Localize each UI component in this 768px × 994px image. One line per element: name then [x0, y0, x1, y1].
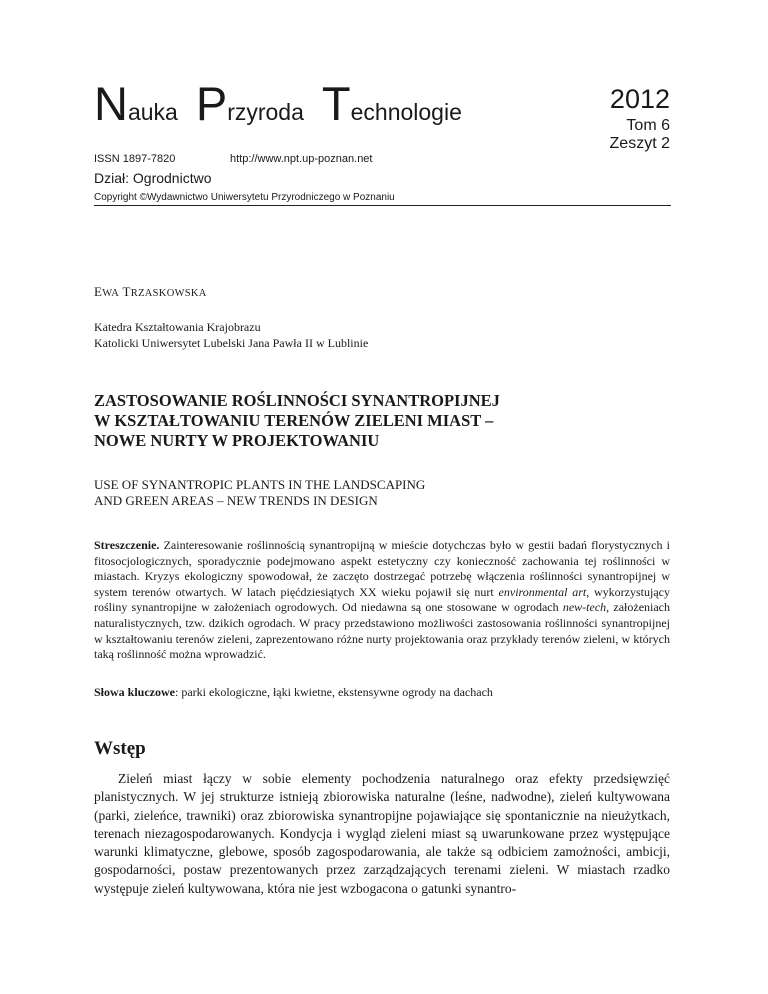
journal-year: 2012: [609, 84, 670, 114]
journal-title-word: Technologie: [321, 77, 462, 130]
journal-issue: Zeszyt 2: [609, 135, 670, 152]
title-en-line: USE OF SYNANTROPIC PLANTS IN THE LANDSCAPING: [94, 477, 426, 492]
journal-volume-issue: [610, 117, 670, 153]
affiliation-line: Katolicki Uniwersytet Lubelski Jana Pawła II w Lublinie: [94, 336, 369, 350]
journal-issn: ISSN 1897-7820: [94, 153, 176, 165]
journal-department: Dział: Ogrodnictwo: [94, 170, 212, 186]
title-pl-line: ZASTOSOWANIE ROŚLINNOŚCI SYNANTROPIJNEJ: [94, 391, 500, 410]
journal-copyright: Copyright ©Wydawnictwo Uniwersytetu Przyrodniczego w Poznaniu: [94, 192, 395, 203]
affiliation-line: Katedra Kształtowania Krajobrazu: [94, 320, 261, 334]
journal-title-word: Przyroda: [195, 77, 304, 130]
keywords: Słowa kluczowe: parki ekologiczne, łąki kwietne, ekstensywne ogrody na dachach: [94, 685, 493, 699]
abstract-label: Streszczenie.: [94, 538, 160, 552]
header-divider: [94, 205, 671, 206]
journal-volume: Tom 6: [626, 117, 670, 134]
journal-url[interactable]: http://www.npt.up-poznan.net: [230, 153, 373, 165]
title-pl-line: W KSZTAŁTOWANIU TERENÓW ZIELENI MIAST –: [94, 411, 494, 430]
title-en-line: AND GREEN AREAS – NEW TRENDS IN DESIGN: [94, 493, 378, 508]
keywords-label: Słowa kluczowe: [94, 685, 175, 699]
journal-title-word: Nauka: [94, 77, 178, 130]
intro-paragraph: Zieleń miast łączy w sobie elementy pochodzenia naturalnego oraz efekty przedsięwzięć planistycznych. W jej strukturze istnieją zbiorowiska naturalne (leśne, nadwodne), zieleń kultywowana (parki, zieleńce, trawniki) oraz zbiorowiska synantropijne pojawiające się spontanicznie na nieużytkach, terenach niezagospodarowanych. Kondycja i wygląd zieleni miast są uwarunkowane przez występujące warunki klimatyczne, glebowe, sposób zagospodarowania, ale także są odbiciem zamożności, ambicji, gospodarności, postaw prezentowanych przez zarządzających terenami zieleni. W miastach rzadko występuje zieleń kultywowana, która nie jest wzbogacona o gatunki synantro-: [94, 771, 670, 896]
author-name: EWA TRZASKOWSKA: [94, 284, 207, 299]
article-title-pl: [94, 391, 614, 451]
journal-title: [94, 77, 480, 130]
title-pl-line: NOWE NURTY W PROJEKTOWANIU: [94, 431, 380, 450]
abstract: Streszczenie. Zainteresowanie roślinnością synantropijną w mieście dotychczas było w gestii badań florystycznych i fitosocjologicznych, sporadycznie podejmowano aspekt estetyczny czy konieczność zachowania tej roślinności w miastach. Kryzys ekologiczny spowodował, że zaczęto dostrzegać potrzebę włączenia roślinności synantropijnej w system terenów otwartych. W latach pięćdziesiątych XX wieku pojawił się nurt environmental art, wykorzystujący rośliny synantropijne w założeniach ogrodowych. Od niedawna są one stosowane w ogrodach new-tech, założeniach naturalistycznych, tzw. dzikich ogrodach. W pracy przedstawiono możliwości zastosowania roślinności synantropijnej w kształtowaniu terenów zieleni, zaprezentowano różne nurty projektowania oraz przykłady terenów zieleni, w których taką roślinność można wprowadzić.: [94, 538, 670, 662]
section-heading: Wstęp: [94, 738, 146, 759]
article-title-en: [94, 477, 614, 509]
